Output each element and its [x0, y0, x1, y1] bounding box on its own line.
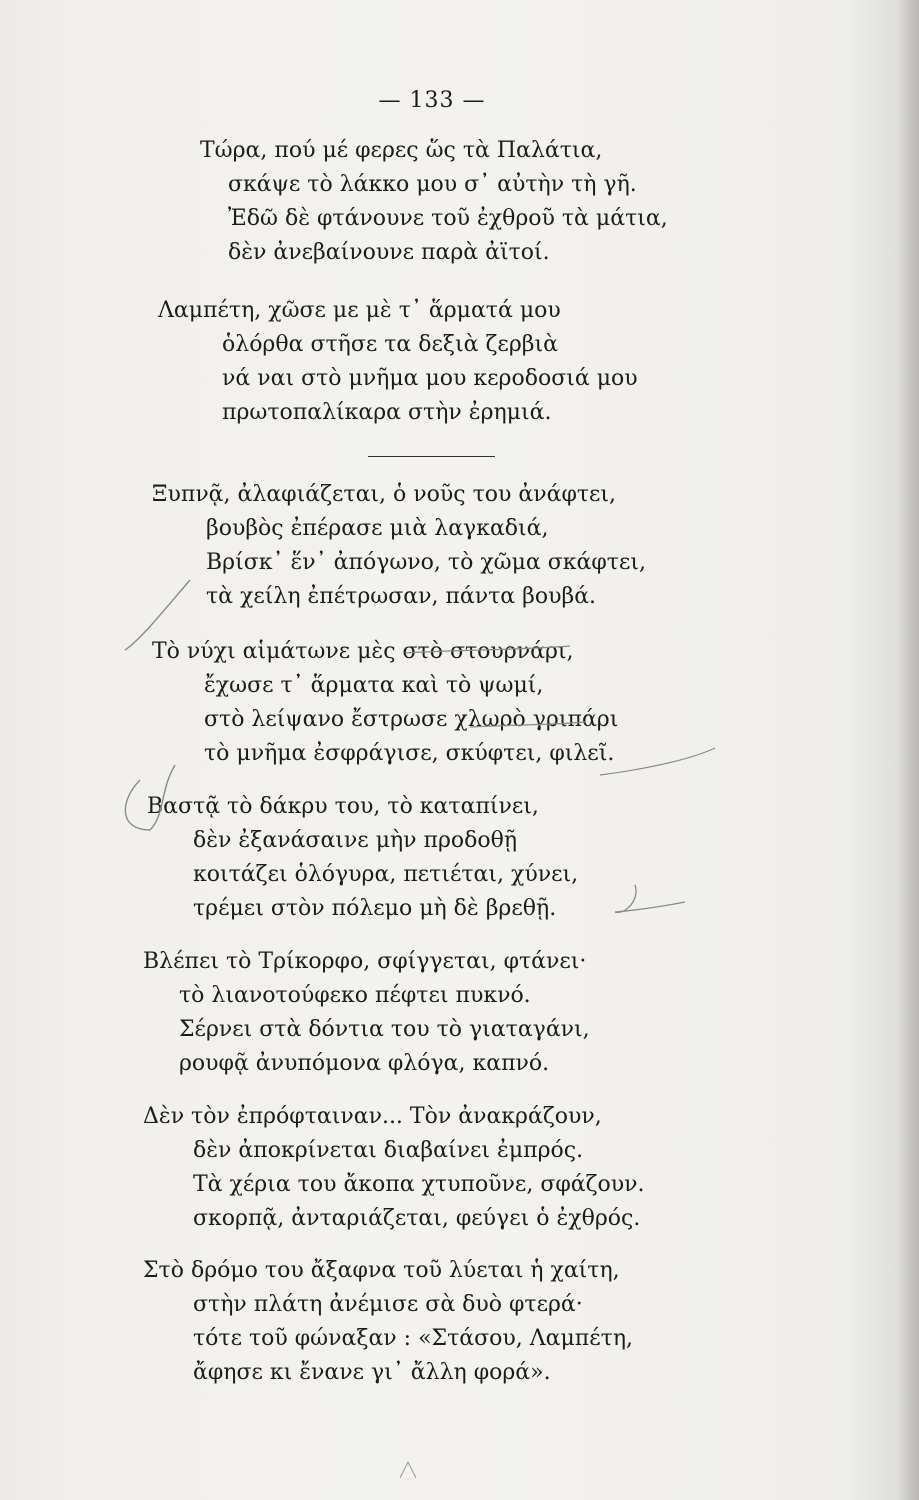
verse-line: στὸ λείψανο ἔστρωσε χλωρὸ γριπάρι	[204, 707, 619, 732]
verse-line: ὁλόρθα στῆσε τα δεξιὰ ζερβιὰ	[222, 332, 558, 357]
verse-line: νά ναι στὸ μνῆμα μου κεροδοσιά μου	[222, 366, 638, 391]
verse-line: Τώρα, πού μέ φερες ὥς τὰ Παλάτια,	[200, 138, 603, 163]
verse-line: Ἐδῶ δὲ φτάνουνε τοῦ ἐχθροῦ τὰ μάτια,	[228, 206, 668, 231]
verse-line: δὲν ἀποκρίνεται διαβαίνει ἐμπρός.	[193, 1138, 584, 1163]
verse-line: Βαστᾷ τὸ δάκρυ του, τὸ καταπίνει,	[147, 794, 539, 819]
verse-line: δὲν ἀνεβαίνουνε παρὰ ἀϊτοί.	[228, 240, 550, 265]
verse-line: πρωτοπαλίκαρα στὴν ἐρημιά.	[222, 400, 552, 425]
page-number: — 133 —	[378, 88, 486, 113]
verse-line: Σέρνει στὰ δόντια του τὸ γιαταγάνι,	[179, 1017, 590, 1042]
verse-line: κοιτάζει ὁλόγυρα, πετιέται, χύνει,	[193, 862, 579, 887]
verse-line: Βρίσκ᾿ ἕν᾿ ἀπόγωνο, τὸ χῶμα σκάφτει,	[206, 550, 646, 575]
verse-line: Λαμπέτη, χῶσε με μὲ τ᾿ ἅρματά μου	[158, 298, 561, 323]
verse-line: Τὰ χέρια του ἄκοπα χτυποῦνε, σφάζουν.	[193, 1172, 645, 1197]
verse-line: ρουφᾷ ἀνυπόμονα φλόγα, καπνό.	[179, 1051, 550, 1076]
verse-line: σκάψε τὸ λάκκο μου σ᾿ αὐτὴν τὴ γῆ.	[228, 172, 637, 197]
verse-line: ἄφησε κι ἔνανε γι᾿ ἄλλη φορά».	[193, 1360, 551, 1385]
verse-line: τὸ λιανοτούφεκο πέφτει πυκνό.	[179, 983, 531, 1008]
verse-line: τότε τοῦ φώναξαν : «Στάσου, Λαμπέτη,	[193, 1326, 633, 1351]
verse-line: Τὸ νύχι αἱμάτωνε μὲς στὸ στουρνάρι,	[152, 639, 574, 664]
verse-line: στὴν πλάτη ἀνέμισε σὰ δυὸ φτερά·	[193, 1292, 583, 1317]
pencil-stroke-mark	[600, 748, 715, 775]
pencil-stroke-mark	[615, 885, 685, 912]
verse-line: Βλέπει τὸ Τρίκορφο, σφίγγεται, φτάνει·	[143, 949, 587, 974]
verse-line: Δὲν τὸν ἐπρόφταιναν... Τὸν ἀνακράζουν,	[143, 1104, 602, 1129]
verse-line: βουβὸς ἐπέρασε μιὰ λαγκαδιά,	[206, 516, 549, 541]
verse-line: δὲν ἐξανάσαινε μὴν προδοθῇ	[193, 828, 518, 853]
section-divider	[368, 456, 495, 457]
verse-line: σκορπᾷ, ἀνταριάζεται, φεύγει ὁ ἐχθρός.	[193, 1206, 641, 1231]
verse-line: ἔχωσε τ᾿ ἅρματα καὶ τὸ ψωμί,	[204, 673, 544, 698]
page-edge-shadow	[897, 0, 919, 1500]
verse-line: Στὸ δρόμο του ἄξαφνα τοῦ λύεται ἡ χαίτη,	[143, 1258, 620, 1283]
verse-line: τὸ μνῆμα ἐσφράγισε, σκύφτει, φιλεῖ.	[204, 741, 615, 766]
verse-line: τρέμει στὸν πόλεμο μὴ δὲ βρεθῇ.	[193, 896, 557, 921]
verse-line: Ξυπνᾷ, ἀλαφιάζεται, ὁ νοῦς του ἀνάφτει,	[152, 482, 617, 507]
verse-line: τὰ χείλη ἐπέτρωσαν, πάντα βουβά.	[206, 584, 597, 609]
pencil-stroke-mark	[400, 1462, 416, 1478]
